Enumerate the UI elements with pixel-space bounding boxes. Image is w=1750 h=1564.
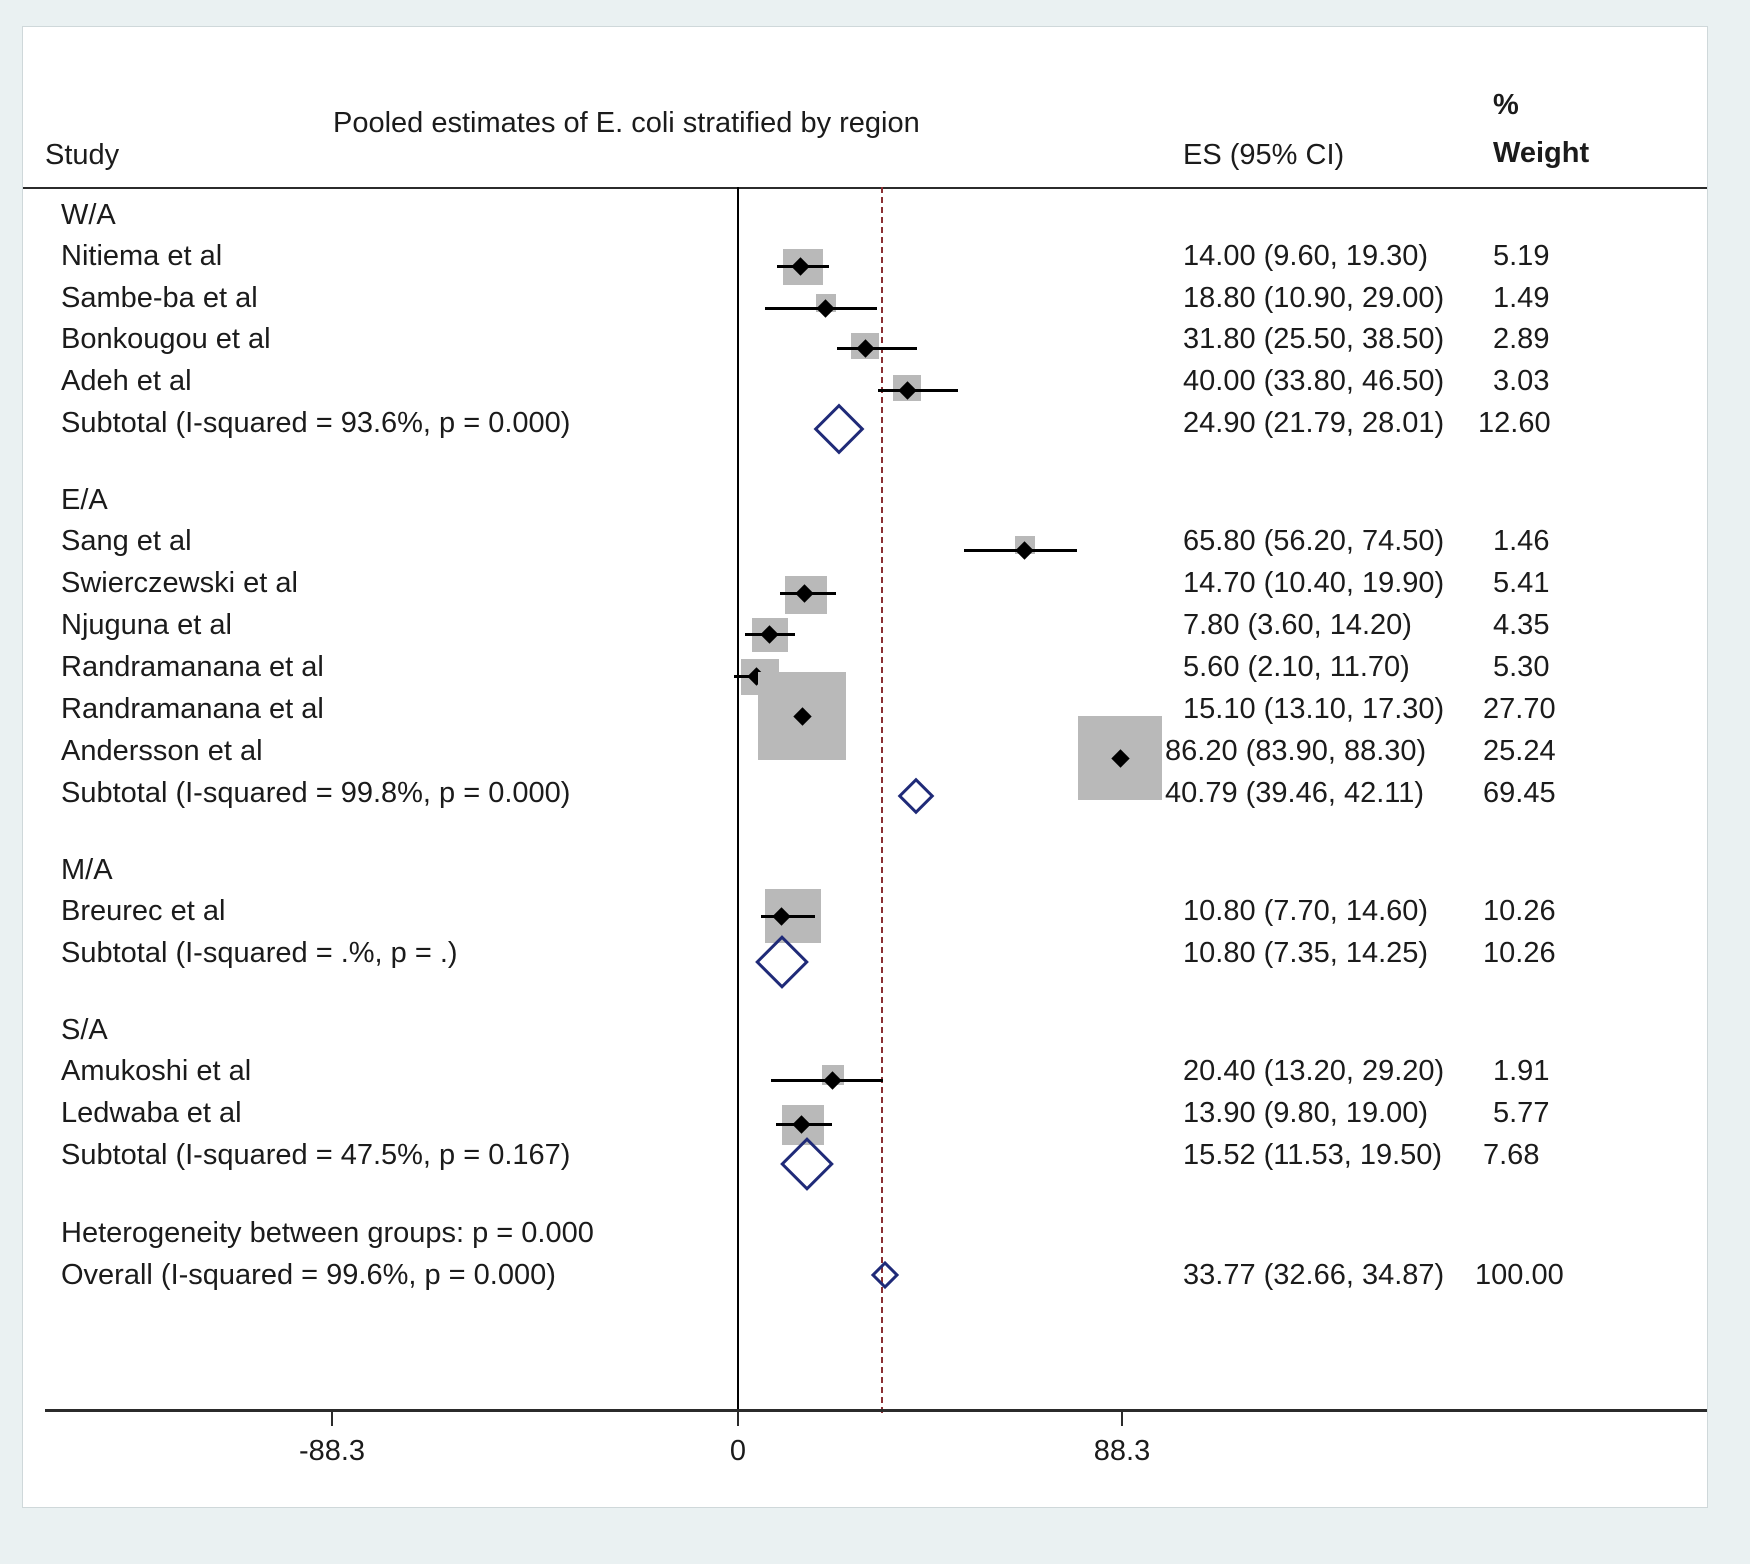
weight-value: 1.46 xyxy=(1493,525,1550,557)
es-value: 20.40 (13.20, 29.20) xyxy=(1183,1055,1445,1087)
weight-value: 5.19 xyxy=(1493,240,1550,272)
weight-value: 69.45 xyxy=(1483,777,1556,809)
es-value: 7.80 (3.60, 14.20) xyxy=(1183,609,1412,641)
es-value: 65.80 (56.20, 74.50) xyxy=(1183,525,1445,557)
overall-es-value: 33.77 (32.66, 34.87) xyxy=(1183,1259,1445,1291)
axis-tick-label: 0 xyxy=(729,1435,747,1467)
axis-tick xyxy=(1121,1412,1123,1426)
weight-value: 27.70 xyxy=(1483,693,1556,725)
es-value: 14.70 (10.40, 19.90) xyxy=(1183,567,1445,599)
es-value: 10.80 (7.35, 14.25) xyxy=(1183,937,1429,969)
weight-value: 12.60 xyxy=(1478,407,1551,439)
study-label: Breurec et al xyxy=(61,895,226,927)
es-value: 10.80 (7.70, 14.60) xyxy=(1183,895,1429,927)
es-value: 15.10 (13.10, 17.30) xyxy=(1183,693,1445,725)
subtotal-label: Subtotal (I-squared = 99.8%, p = 0.000) xyxy=(61,777,571,809)
study-label: Ledwaba et al xyxy=(61,1097,242,1129)
study-label: Sambe-ba et al xyxy=(61,282,258,314)
study-label: Amukoshi et al xyxy=(61,1055,252,1087)
group-label-ea: E/A xyxy=(61,484,108,516)
weight-value: 1.91 xyxy=(1493,1055,1550,1087)
overall-diamond xyxy=(871,1261,899,1289)
study-label: Swierczewski et al xyxy=(61,567,298,599)
ci-line xyxy=(837,347,917,350)
es-value: 31.80 (25.50, 38.50) xyxy=(1183,323,1445,355)
chart-title: Pooled estimates of E. coli stratified by region xyxy=(333,107,920,139)
column-header-study: Study xyxy=(45,139,120,171)
group-label-sa: S/A xyxy=(61,1014,108,1046)
es-value: 14.00 (9.60, 19.30) xyxy=(1183,240,1429,272)
header-divider xyxy=(23,187,1707,189)
axis-tick-label: 88.3 xyxy=(1093,1435,1151,1467)
axis-tick xyxy=(331,1412,333,1426)
column-header-weight-percent: % xyxy=(1493,89,1519,121)
subtotal-diamond xyxy=(814,404,865,455)
subtotal-label: Subtotal (I-squared = 93.6%, p = 0.000) xyxy=(61,407,571,439)
subtotal-diamond xyxy=(780,1137,834,1191)
overall-label: Overall (I-squared = 99.6%, p = 0.000) xyxy=(61,1259,556,1291)
forest-plot-canvas xyxy=(22,26,1708,1508)
study-label: Sang et al xyxy=(61,525,192,557)
weight-value: 5.30 xyxy=(1493,651,1550,683)
pooled-reference-line xyxy=(881,187,883,1413)
null-reference-line xyxy=(737,187,739,1413)
subtotal-diamond xyxy=(898,778,935,815)
study-label: Bonkougou et al xyxy=(61,323,271,355)
es-value: 40.79 (39.46, 42.11) xyxy=(1165,777,1425,809)
group-label-wa: W/A xyxy=(61,199,116,231)
weight-value: 3.03 xyxy=(1493,365,1550,397)
weight-value: 10.26 xyxy=(1483,937,1556,969)
subtotal-diamond xyxy=(755,935,809,989)
overall-weight-value: 100.00 xyxy=(1475,1259,1564,1291)
es-value: 40.00 (33.80, 46.50) xyxy=(1183,365,1445,397)
heterogeneity-note: Heterogeneity between groups: p = 0.000 xyxy=(61,1217,594,1249)
column-header-es: ES (95% CI) xyxy=(1183,139,1345,171)
weight-value: 1.49 xyxy=(1493,282,1550,314)
axis-tick-label: -88.3 xyxy=(298,1435,366,1467)
es-value: 13.90 (9.80, 19.00) xyxy=(1183,1097,1429,1129)
weight-value: 10.26 xyxy=(1483,895,1556,927)
study-label: Randramanana et al xyxy=(61,651,324,683)
es-value: 18.80 (10.90, 29.00) xyxy=(1183,282,1445,314)
weight-value: 25.24 xyxy=(1483,735,1556,767)
study-label: Nitiema et al xyxy=(61,240,223,272)
subtotal-label: Subtotal (I-squared = .%, p = .) xyxy=(61,937,458,969)
subtotal-label: Subtotal (I-squared = 47.5%, p = 0.167) xyxy=(61,1139,571,1171)
ci-line xyxy=(878,389,958,392)
study-label: Randramanana et al xyxy=(61,693,324,725)
study-label: Andersson et al xyxy=(61,735,263,767)
weight-value: 7.68 xyxy=(1483,1139,1540,1171)
weight-value: 2.89 xyxy=(1493,323,1550,355)
study-label: Adeh et al xyxy=(61,365,192,397)
study-label: Njuguna et al xyxy=(61,609,232,641)
group-label-ma: M/A xyxy=(61,854,113,886)
weight-value: 5.77 xyxy=(1493,1097,1550,1129)
es-value: 24.90 (21.79, 28.01) xyxy=(1183,407,1445,439)
column-header-weight: Weight xyxy=(1493,137,1590,169)
es-value: 15.52 (11.53, 19.50) xyxy=(1183,1139,1443,1171)
es-value: 86.20 (83.90, 88.30) xyxy=(1165,735,1427,767)
axis-line xyxy=(45,1409,1707,1412)
weight-value: 4.35 xyxy=(1493,609,1550,641)
weight-value: 5.41 xyxy=(1493,567,1550,599)
es-value: 5.60 (2.10, 11.70) xyxy=(1183,651,1410,683)
axis-tick xyxy=(737,1412,739,1426)
